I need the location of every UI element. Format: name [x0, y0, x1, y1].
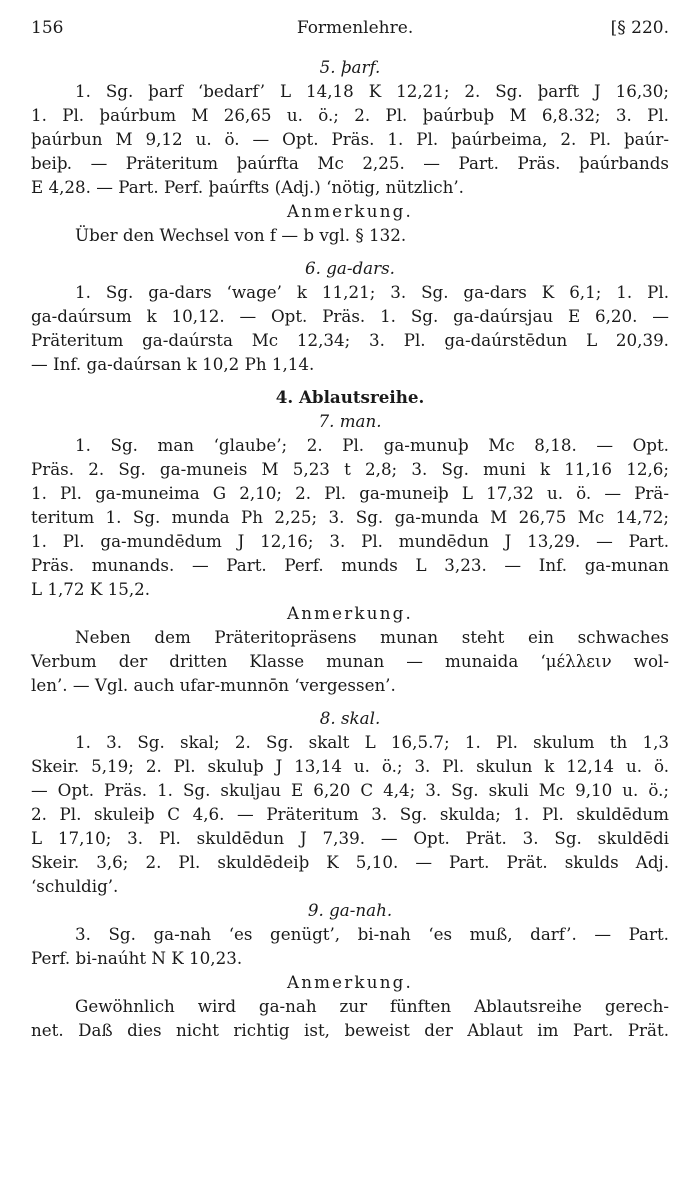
- note-line: Neben dem Präteritopräsens munan steht ein schwaches: [75, 627, 669, 647]
- text-line: Präs. munands. — Part. Perf. munds L 3,23. — Inf. ga-munan: [31, 555, 669, 575]
- text-line: 1. 3. Sg. skal; 2. Sg. skalt L 16,5.7; 1. Pl. skulum th 1,3: [75, 732, 669, 752]
- text-line: 1. Sg. þarf ‘bedarf’ L 14,18 K 12,21; 2. Sg. þarft J 16,30;: [75, 81, 669, 101]
- section-heading-ga-nah: 9. ga-nah.: [307, 900, 393, 920]
- text-line: 1. Sg. man ‘glaube’; 2. Pl. ga-munuþ Mc 8,18. — Opt.: [75, 435, 669, 455]
- text-line: ga-daúrsum k 10,12. — Opt. Präs. 1. Sg. ga-daúrsjau E 6,20. —: [31, 306, 669, 326]
- text-line: — Inf. ga-daúrsan k 10,2 Ph 1,14.: [31, 354, 315, 374]
- text-line: Skeir. 3,6; 2. Pl. skuldēdeiþ K 5,10. — Part. Prät. skulds Adj.: [31, 852, 669, 872]
- note-line: net. Daß dies nicht richtig ist, beweist der Ablaut im Part. Prät.: [31, 1020, 669, 1040]
- text-line: L 1,72 K 15,2.: [31, 579, 151, 599]
- text-line: þaúrbun M 9,12 u. ö. — Opt. Präs. 1. Pl. þaúrbeima, 2. Pl. þaúr-: [31, 129, 669, 149]
- section-heading-man: 7. man.: [318, 411, 382, 431]
- section-body-skal: [31, 730, 669, 898]
- text-line: L 17,10; 3. Pl. skuldēdun J 7,39. — Opt. Prät. 3. Sg. skuldēdi: [31, 828, 669, 848]
- section-heading-skal: 8. skal.: [319, 708, 381, 728]
- text-line: — Opt. Präs. 1. Sg. skuljau E 6,20 C 4,4; 3. Sg. skuli Mc 9,10 u. ö.;: [31, 780, 669, 800]
- note-line: Über den Wechsel von f — b vgl. § 132.: [75, 225, 407, 245]
- text-line: 3. Sg. ga-nah ‘es genügt’, bi-nah ‘es muß, darf’. — Part.: [75, 924, 669, 944]
- note-heading: Anmerkung.: [286, 201, 414, 221]
- book-page: [31, 16, 669, 1042]
- text-line: Präs. 2. Sg. ga-muneis M 5,23 t 2,8; 3. Sg. muni k 11,16 12,6;: [31, 459, 669, 479]
- note-line: len’. — Vgl. auch ufar-munnōn ‘vergessen’.: [31, 675, 396, 695]
- text-line: 2. Pl. skuleiþ C 4,6. — Präteritum 3. Sg. skulda; 1. Pl. skuldēdum: [31, 804, 669, 824]
- text-line: teritum 1. Sg. munda Ph 2,25; 3. Sg. ga-munda M 26,75 Mc 14,72;: [31, 507, 669, 527]
- text-line: 1. Sg. ga-dars ‘wage’ k 11,21; 3. Sg. ga-dars K 6,1; 1. Pl.: [75, 282, 669, 302]
- page-number: 156: [31, 18, 64, 38]
- text-line: 1. Pl. þaúrbum M 26,65 u. ö.; 2. Pl. þaúrbuþ M 6,8.32; 3. Pl.: [31, 105, 669, 125]
- text-line: 1. Pl. ga-mundēdum J 12,16; 3. Pl. mundēdun J 13,29. — Part.: [31, 531, 669, 551]
- text-line: Präteritum ga-daúrsta Mc 12,34; 3. Pl. ga-daúrstēdun L 20,39.: [31, 330, 669, 350]
- text-line: 1. Pl. ga-muneima G 2,10; 2. Pl. ga-muneiþ L 17,32 u. ö. — Prä-: [31, 483, 669, 503]
- note-heading: Anmerkung.: [286, 972, 414, 992]
- running-title: Formenlehre.: [296, 18, 414, 38]
- section-body-ga-dars: [31, 280, 669, 376]
- note-heading: Anmerkung.: [286, 603, 414, 623]
- note-line: Verbum der dritten Klasse munan — munaida ‘μέλλειν wol-: [31, 651, 669, 671]
- subchapter-heading-ablautsreihe: 4. Ablautsreihe.: [275, 387, 425, 407]
- section-heading-tharf: 5. þarf.: [319, 57, 381, 77]
- text-line: Skeir. 5,19; 2. Pl. skuluþ J 13,14 u. ö.; 3. Pl. skulun k 12,14 u. ö.: [31, 756, 669, 776]
- text-line: ‘schuldig’.: [31, 876, 119, 896]
- running-header: [31, 16, 669, 44]
- text-line: E 4,28. — Part. Perf. þaúrfts (Adj.) ‘nötig, nützlich’.: [31, 177, 464, 197]
- section-body-ga-nah: [31, 922, 669, 970]
- section-heading-ga-dars: 6. ga-dars.: [305, 258, 395, 278]
- section-reference: [§ 220.: [610, 18, 669, 38]
- section-body-man: [31, 433, 669, 601]
- section-body-tharf: [31, 79, 669, 199]
- text-line: Perf. bi-naúht N K 10,23.: [31, 948, 243, 968]
- text-line: beiþ. — Präteritum þaúrfta Mc 2,25. — Part. Präs. þaúrbands: [31, 153, 669, 173]
- note-line: Gewöhnlich wird ga-nah zur fünften Ablautsreihe gerech-: [75, 996, 669, 1016]
